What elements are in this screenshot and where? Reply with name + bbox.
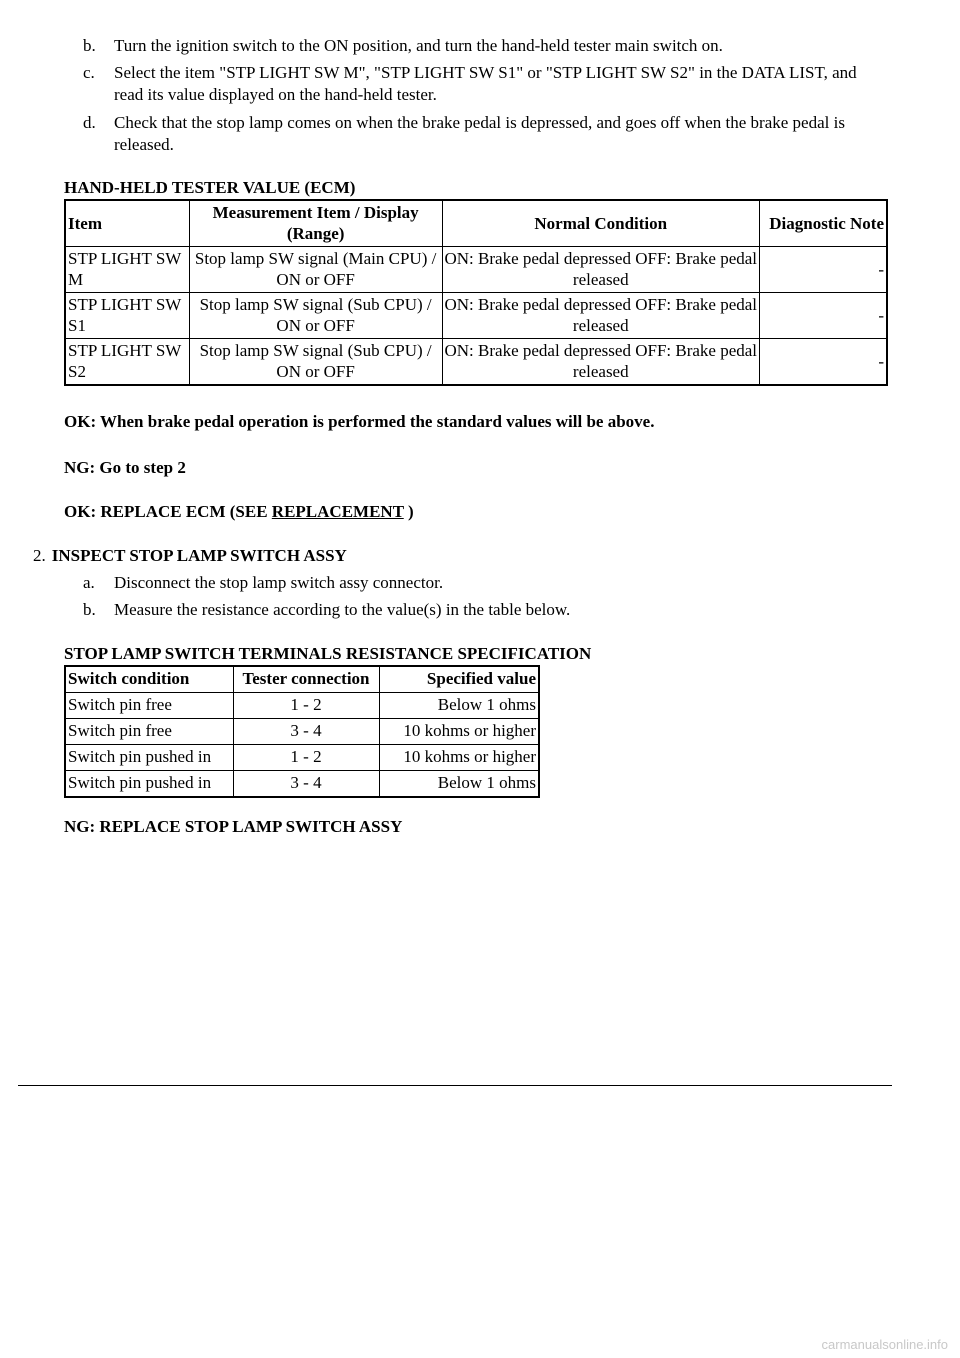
step-text: Disconnect the stop lamp switch assy connector. (114, 573, 444, 592)
table-header-row (65, 200, 887, 247)
table-row (65, 339, 887, 386)
resistance-spec-table (64, 665, 540, 798)
cell-diagnostic-note: - (760, 339, 887, 386)
step-text: Select the item "STP LIGHT SW M", "STP LIGHT SW S1" or "STP LIGHT SW S2" in the DATA LIST, and read its value displayed on the hand-held tester. (114, 63, 857, 104)
cell-measurement: Stop lamp SW signal (Main CPU) / ON or OFF (189, 247, 442, 293)
header-switch-condition: Switch condition (65, 666, 233, 693)
replacement-link[interactable]: REPLACEMENT (271, 502, 404, 521)
cell-diagnostic-note: - (760, 293, 887, 339)
cell-normal-condition: ON: Brake pedal depressed OFF: Brake pedal released (442, 339, 760, 386)
tester-value-table (64, 199, 888, 386)
step-letter: b. (83, 600, 96, 619)
table-row (65, 771, 539, 798)
table-row (65, 719, 539, 745)
step-2-number: 2. (33, 546, 46, 565)
tester-table-title: HAND-HELD TESTER VALUE (ECM) (64, 178, 356, 197)
header-diagnostic-note: Diagnostic Note (760, 200, 887, 247)
cell-switch-condition: Switch pin free (65, 693, 233, 719)
step-2b (83, 599, 883, 621)
ng-final-text: NG: REPLACE STOP LAMP SWITCH ASSY (64, 817, 403, 836)
step-2-title: INSPECT STOP LAMP SWITCH ASSY (51, 546, 347, 565)
ok-standard-text: OK: When brake pedal operation is performed the standard values will be above. (64, 412, 655, 431)
step-2-heading (33, 545, 347, 567)
step-d (83, 112, 883, 156)
footer-divider (18, 1085, 892, 1086)
resistance-table-title: STOP LAMP SWITCH TERMINALS RESISTANCE SPECIFICATION (64, 644, 592, 663)
cell-switch-condition: Switch pin free (65, 719, 233, 745)
cell-tester-connection: 3 - 4 (233, 771, 379, 798)
header-measurement: Measurement Item / Display (Range) (189, 200, 442, 247)
ok-replace-prefix: OK: REPLACE ECM (SEE (64, 502, 272, 521)
step-2a (83, 572, 883, 594)
step-c (83, 62, 883, 106)
ng-step-text: NG: Go to step 2 (64, 458, 186, 477)
step-b (83, 35, 883, 57)
table-row (65, 247, 887, 293)
cell-specified-value: 10 kohms or higher (379, 745, 539, 771)
header-tester-connection: Tester connection (233, 666, 379, 693)
step-letter: d. (83, 113, 96, 132)
header-normal-condition: Normal Condition (442, 200, 760, 247)
cell-diagnostic-note: - (760, 247, 887, 293)
step-text: Check that the stop lamp comes on when the brake pedal is depressed, and goes off when the brake pedal is released. (114, 113, 845, 154)
cell-switch-condition: Switch pin pushed in (65, 771, 233, 798)
cell-specified-value: 10 kohms or higher (379, 719, 539, 745)
cell-specified-value: Below 1 ohms (379, 693, 539, 719)
table-row (65, 293, 887, 339)
step-text: Turn the ignition switch to the ON position, and turn the hand-held tester main switch on. (114, 36, 723, 55)
step-letter: b. (83, 36, 96, 55)
table-header-row (65, 666, 539, 693)
cell-item: STP LIGHT SW M (65, 247, 189, 293)
cell-tester-connection: 1 - 2 (233, 745, 379, 771)
cell-switch-condition: Switch pin pushed in (65, 745, 233, 771)
watermark: carmanualsonline.info (821, 1337, 948, 1352)
cell-item: STP LIGHT SW S1 (65, 293, 189, 339)
step-text: Measure the resistance according to the value(s) in the table below. (114, 600, 571, 619)
header-item: Item (65, 200, 189, 247)
cell-item: STP LIGHT SW S2 (65, 339, 189, 386)
cell-specified-value: Below 1 ohms (379, 771, 539, 798)
table-row (65, 745, 539, 771)
cell-normal-condition: ON: Brake pedal depressed OFF: Brake pedal released (442, 247, 760, 293)
step-letter: c. (83, 63, 95, 82)
cell-measurement: Stop lamp SW signal (Sub CPU) / ON or OFF (189, 339, 442, 386)
cell-tester-connection: 3 - 4 (233, 719, 379, 745)
cell-tester-connection: 1 - 2 (233, 693, 379, 719)
step-letter: a. (83, 573, 95, 592)
ok-replace-suffix: ) (403, 502, 414, 521)
header-specified-value: Specified value (379, 666, 539, 693)
ok-replace-text (64, 501, 414, 523)
cell-measurement: Stop lamp SW signal (Sub CPU) / ON or OFF (189, 293, 442, 339)
table-row (65, 693, 539, 719)
cell-normal-condition: ON: Brake pedal depressed OFF: Brake pedal released (442, 293, 760, 339)
